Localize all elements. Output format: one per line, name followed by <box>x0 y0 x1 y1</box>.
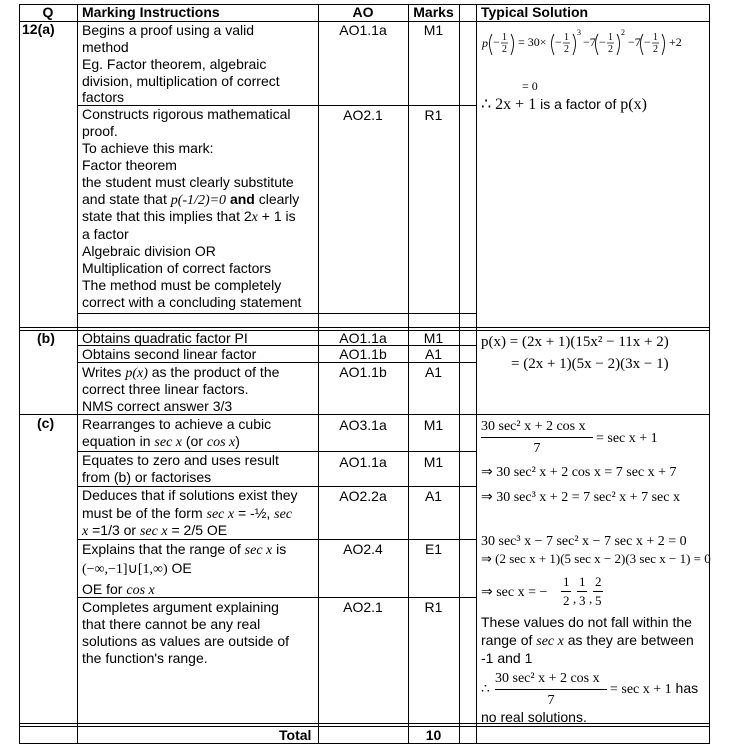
c-sol-lhs-num: 30 sec² x + 2 cos x <box>481 419 586 434</box>
c-r1-line1: Rearranges to achieve a cubic <box>82 416 272 432</box>
a-r2-line: To achieve this mark: <box>82 140 214 156</box>
c-sol-frac2-den: 3 <box>579 593 586 608</box>
c-sol-fin-last: no real solutions. <box>481 709 587 725</box>
c-sol-text3: -1 and 1 <box>481 650 533 666</box>
c-r1-ao: AO3.1a <box>339 417 387 433</box>
a-solution-zero: = 0 <box>522 79 538 93</box>
a-r1-mark: M1 <box>423 22 444 38</box>
svg-text:1: 1 <box>502 32 507 43</box>
svg-text:−: − <box>644 35 651 49</box>
svg-text:1: 1 <box>564 32 569 43</box>
c-r3-line2: must be of the form sec x = -½, sec <box>82 505 293 522</box>
c-r3-line3: x =1/3 or sec x = 2/5 OE <box>82 522 228 539</box>
c-sol-comma1: , <box>573 591 577 606</box>
c-sol-fin-bar <box>495 689 607 690</box>
total-label: Total <box>279 727 312 743</box>
c-r5-line: the function's range. <box>82 650 208 666</box>
c-r1-line2: equation in sec x (or cos x) <box>82 433 240 450</box>
c-sol-fin-num: 30 sec² x + 2 cos x <box>495 671 600 686</box>
svg-text:−: − <box>493 35 500 49</box>
a-r2-line: proof. <box>82 123 118 139</box>
b-r1-ao: AO1.1a <box>339 330 387 346</box>
a-solution-substitution <box>480 26 708 60</box>
b-r3-mark: A1 <box>424 364 443 380</box>
q-label-b: (b) <box>37 330 55 346</box>
c-r5-ao: AO2.1 <box>343 599 383 615</box>
b-r2-ao: AO1.1b <box>339 346 387 362</box>
c-r4-ao: AO2.4 <box>343 541 383 557</box>
c-r3-line1: Deduces that if solutions exist they <box>82 487 298 503</box>
header-q: Q <box>42 4 54 20</box>
c-r1-mark: M1 <box>423 417 444 433</box>
c-r2-line1: Equates to zero and uses result <box>82 452 279 468</box>
c-sol-lhs-den: 7 <box>533 441 541 456</box>
a-r2-line: Algebraic division OR <box>82 243 216 259</box>
svg-text:2: 2 <box>564 44 569 55</box>
svg-text:2: 2 <box>621 28 625 37</box>
a-r2-ao: AO2.1 <box>343 107 383 123</box>
c-r4-mark: E1 <box>424 541 443 557</box>
c-r2-mark: M1 <box>423 454 444 470</box>
a-r1-line: method <box>82 39 129 55</box>
a-r2-line-p: and state that p(-1/2)=0 and clearly <box>82 191 300 208</box>
c-sol-frac2-num: 1 <box>579 574 586 589</box>
c-sol-therefore: ∴ <box>481 682 490 697</box>
c-r5-line: solutions as values are outside of <box>82 633 290 649</box>
b-r3-line3: NMS correct answer 3/3 <box>82 398 233 414</box>
c-sol-frac3-bar <box>593 591 603 592</box>
header-ao: AO <box>352 4 374 20</box>
svg-text:1: 1 <box>608 32 613 43</box>
header-solution: Typical Solution <box>481 4 589 20</box>
a-r2-line: Multiplication of correct factors <box>82 260 272 276</box>
q-label-a: 12(a) <box>22 21 55 37</box>
c-sol-line2: ⇒ 30 sec² x + 2 cos x = 7 sec x + 7 <box>481 465 677 480</box>
c-sol-fraction-bar <box>481 437 593 438</box>
svg-text:= 30×: = 30× <box>518 35 547 49</box>
svg-text:2: 2 <box>653 44 658 55</box>
b-solution-line1: p(x) = (2x + 1)(15x² − 11x + 2) <box>481 334 669 350</box>
c-r3-ao: AO2.2a <box>339 488 387 504</box>
b-r3-line1: Writes p(x) as the product of the <box>82 364 280 381</box>
svg-text:3: 3 <box>577 28 581 37</box>
b-solution-line2: = (2x + 1)(5x − 2)(3x − 1) <box>511 356 669 372</box>
header-instructions: Marking Instructions <box>82 4 220 20</box>
a-r1-line: Eg. Factor theorem, algebraic <box>82 56 267 72</box>
c-sol-frac1-bar <box>561 591 571 592</box>
c-sol-line6: ⇒ sec x = − <box>481 585 548 600</box>
c-sol-line3: ⇒ 30 sec³ x + 2 = 7 sec² x + 7 sec x <box>481 490 680 505</box>
c-sol-text2: range of sec x as they are between <box>481 632 694 649</box>
a-r2-line: The method must be completely <box>82 277 282 293</box>
svg-text:−: − <box>555 35 562 49</box>
a-r2-line-q: state that this implies that 2x + 1 is <box>82 208 296 225</box>
a-r2-line: a factor <box>82 226 129 242</box>
c-sol-frac2-bar <box>577 591 587 592</box>
a-r2-line: Constructs rigorous mathematical <box>82 106 291 122</box>
a-r1-ao: AO1.1a <box>339 22 387 38</box>
c-sol-frac1-den: 2 <box>563 593 570 608</box>
a-r1-line: division, multiplication of correct <box>82 73 280 89</box>
c-r5-mark: R1 <box>424 599 443 615</box>
c-sol-line4: 30 sec³ x − 7 sec² x − 7 sec x + 2 = 0 <box>481 534 687 549</box>
svg-text:−7: −7 <box>628 35 641 49</box>
a-r2-mark: R1 <box>424 107 443 123</box>
c-sol-rhs: = sec x + 1 <box>596 431 658 446</box>
c-sol-fin-den: 7 <box>547 693 555 708</box>
svg-text:2: 2 <box>502 44 507 55</box>
c-sol-fin-rhs: = sec x + 1 has <box>610 680 699 697</box>
c-r2-ao: AO1.1a <box>339 454 387 470</box>
c-r4-line3: OE for cos x <box>82 581 155 598</box>
c-r5-line: Completes argument explaining <box>82 599 279 615</box>
c-sol-comma2: , <box>589 591 593 606</box>
b-r1-text: Obtains quadratic factor PI <box>82 330 248 346</box>
b-r3-line2: correct three linear factors. <box>82 381 249 397</box>
a-r2-line: correct with a concluding statement <box>82 294 302 310</box>
total-value: 10 <box>425 727 442 743</box>
header-marks: Marks <box>413 4 454 20</box>
c-r3-mark: A1 <box>424 488 443 504</box>
a-r1-line: Begins a proof using a valid <box>82 22 254 38</box>
a-r1-line: factors <box>82 89 125 105</box>
b-r2-text: Obtains second linear factor <box>82 346 257 362</box>
svg-text:−: − <box>599 35 606 49</box>
svg-text:2: 2 <box>608 44 613 55</box>
c-sol-line5: ⇒ (2 sec x + 1)(5 sec x − 2)(3 sec x − 1) = 0 <box>481 551 711 566</box>
b-r2-mark: A1 <box>424 346 443 362</box>
svg-text:−7: −7 <box>583 35 596 49</box>
c-r4-line2: (−∞,−1]∪[1,∞) OE <box>82 560 192 577</box>
b-r3-ao: AO1.1b <box>339 364 387 380</box>
q-label-c: (c) <box>37 415 55 431</box>
c-sol-frac3-num: 2 <box>595 574 602 589</box>
c-sol-frac1-num: 1 <box>563 574 570 589</box>
c-r2-line2: from (b) or factorises <box>82 469 212 485</box>
c-r4-line1: Explains that the range of sec x is <box>82 541 287 558</box>
a-r2-line: Factor theorem <box>82 157 177 173</box>
a-solution-conclusion: ∴ 2x + 1 is a factor of p(x) <box>481 96 647 113</box>
c-r5-line: that there cannot be any real <box>82 616 261 632</box>
a-r2-line: the student must clearly substitute <box>82 174 294 190</box>
b-r1-mark: M1 <box>423 330 444 346</box>
svg-text:1: 1 <box>653 32 658 43</box>
svg-text:+2: +2 <box>669 35 682 49</box>
c-sol-text1: These values do not fall within the <box>481 614 692 630</box>
c-sol-frac3-den: 5 <box>595 593 602 608</box>
svg-text:p: p <box>482 36 488 50</box>
